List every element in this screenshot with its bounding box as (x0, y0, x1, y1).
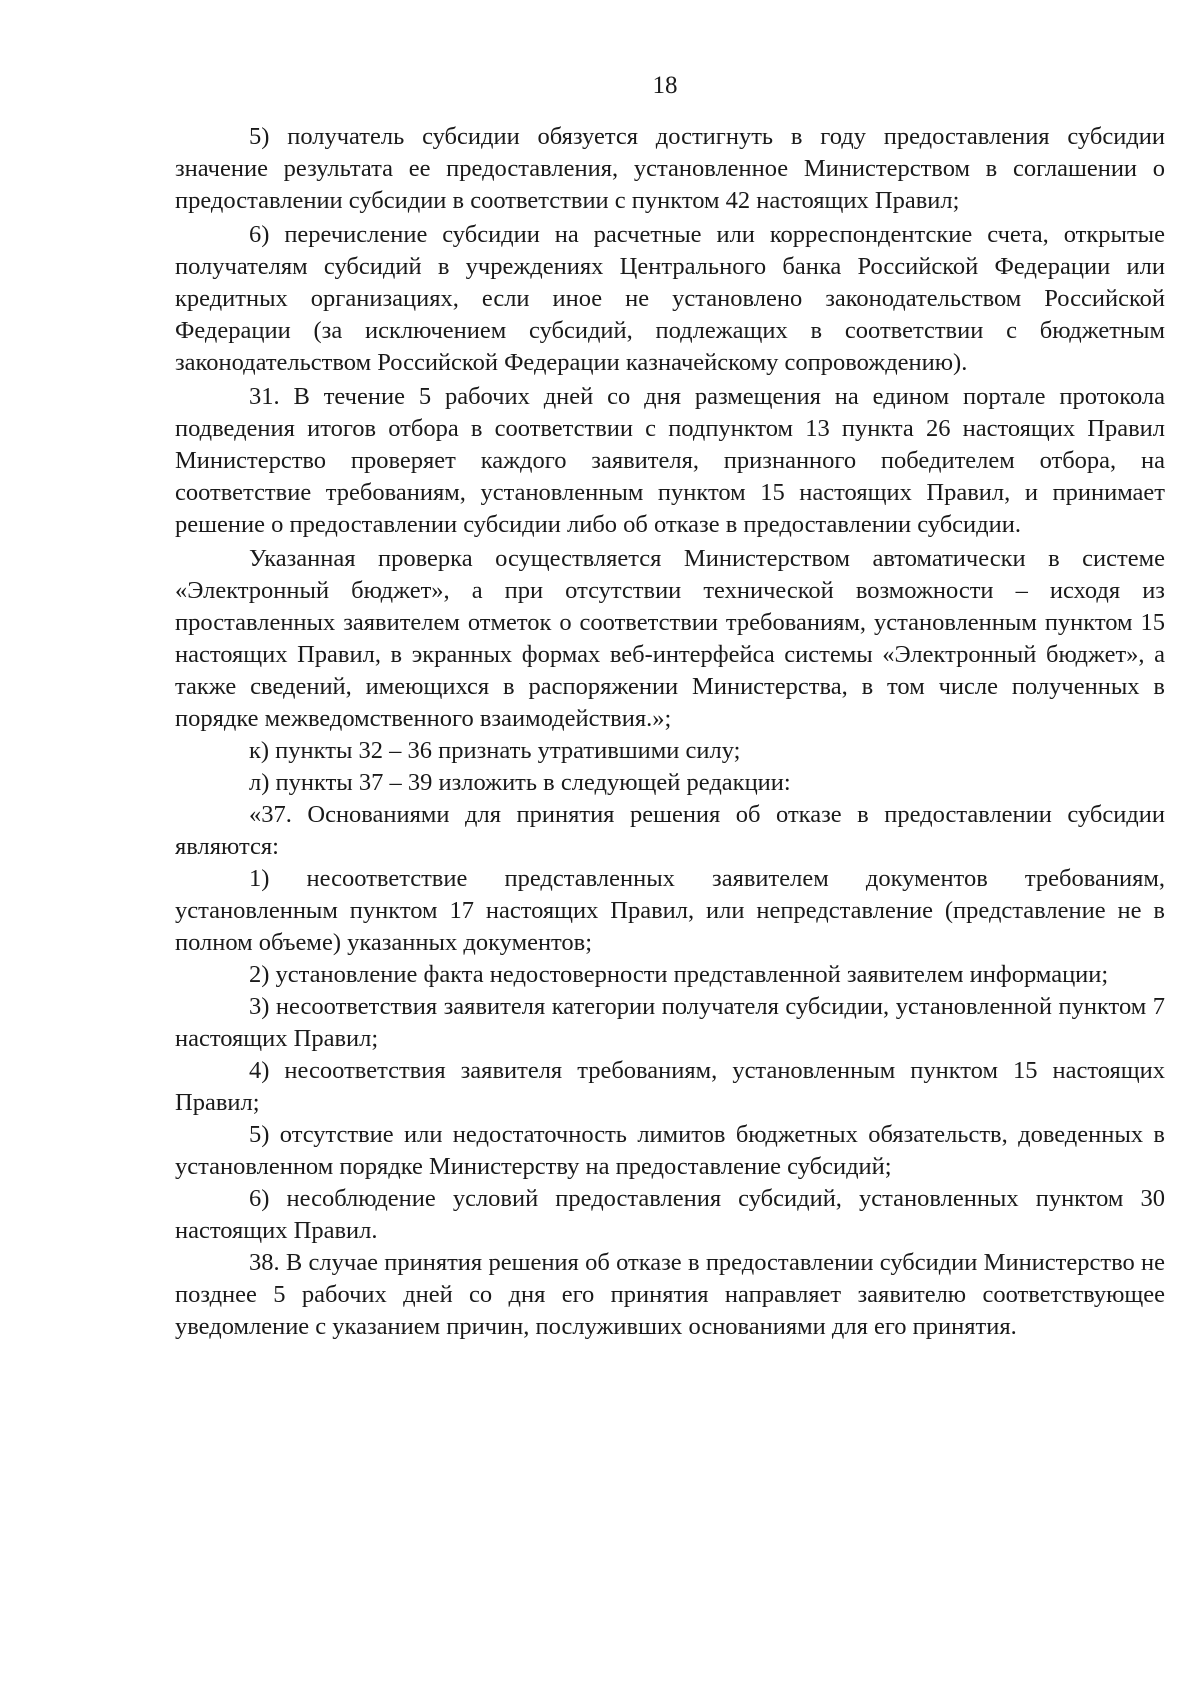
document-body (175, 121, 1165, 1343)
paragraph-37: «37. Основаниями для принятия решения об отказе в предоставлении субсидии являются: (175, 801, 1165, 860)
paragraph-item-l: л) пункты 37 – 39 изложить в следующей редакции: (249, 769, 791, 796)
paragraph-item-k: к) пункты 32 – 36 признать утратившими силу; (249, 737, 741, 764)
paragraph-38: 38. В случае принятия решения об отказе в предоставлении субсидии Министерство не позднее 5 рабочих дней со дня его принятия направляет заявителю соответствующее уведомление с указанием причин, послуживших основаниями для его принятия. (175, 1249, 1165, 1340)
paragraph-37-item-4: 4) несоответствия заявителя требованиям, установленным пунктом 15 настоящих Правил; (175, 1057, 1165, 1116)
paragraph-item-6: 6) перечисление субсидии на расчетные или корреспондентские счета, открытые получателям субсидий в учреждениях Центрального банка Российской Федерации или кредитных организациях, если иное не установлено законодательством Российской Федерации (за исключением субсидий, подлежащих в соответствии с бюджетным законодательством Российской Федерации казначейскому сопровождению). (175, 221, 1165, 376)
page-number: 18 (652, 72, 678, 99)
paragraph-37-item-3: 3) несоответствия заявителя категории получателя субсидии, установленной пунктом 7 настоящих Правил; (175, 993, 1165, 1052)
paragraph-37-item-6: 6) несоблюдение условий предоставления субсидий, установленных пунктом 30 настоящих Правил. (175, 1185, 1165, 1244)
paragraph-item-5: 5) получатель субсидии обязуется достигнуть в году предоставления субсидии значение результата ее предоставления, установленное Министерством в соглашении о предоставлении субсидии в соответствии с пунктом 42 настоящих Правил; (175, 123, 1165, 214)
paragraph-31: 31. В течение 5 рабочих дней со дня размещения на едином портале протокола подведения итогов отбора в соответствии с подпунктом 13 пункта 26 настоящих Правил Министерство проверяет каждого заявителя, признанного победителем отбора, на соответствие требованиям, установленным пунктом 15 настоящих Правил, и принимает решение о предоставлении субсидии либо об отказе в предоставлении субсидии. (175, 383, 1165, 538)
paragraph-verification: Указанная проверка осуществляется Министерством автоматически в системе «Электронный бюджет», а при отсутствии технической возможности – исходя из проставленных заявителем отметок о соответствии требованиям, установленным пунктом 15 настоящих Правил, в экранных формах веб-интерфейса системы «Электронный бюджет», а также сведений, имеющихся в распоряжении Министерства, в том числе полученных в порядке межведомственного взаимодействия.»; (175, 545, 1165, 732)
paragraph-37-item-1: 1) несоответствие представленных заявителем документов требованиям, установленным пунктом 17 настоящих Правил, или непредставление (представление не в полном объеме) указанных документов; (175, 865, 1165, 956)
paragraph-37-item-5: 5) отсутствие или недостаточность лимитов бюджетных обязательств, доведенных в установленном порядке Министерству на предоставление субсидий; (175, 1121, 1165, 1180)
paragraph-37-item-2: 2) установление факта недостоверности представленной заявителем информации; (249, 961, 1109, 988)
